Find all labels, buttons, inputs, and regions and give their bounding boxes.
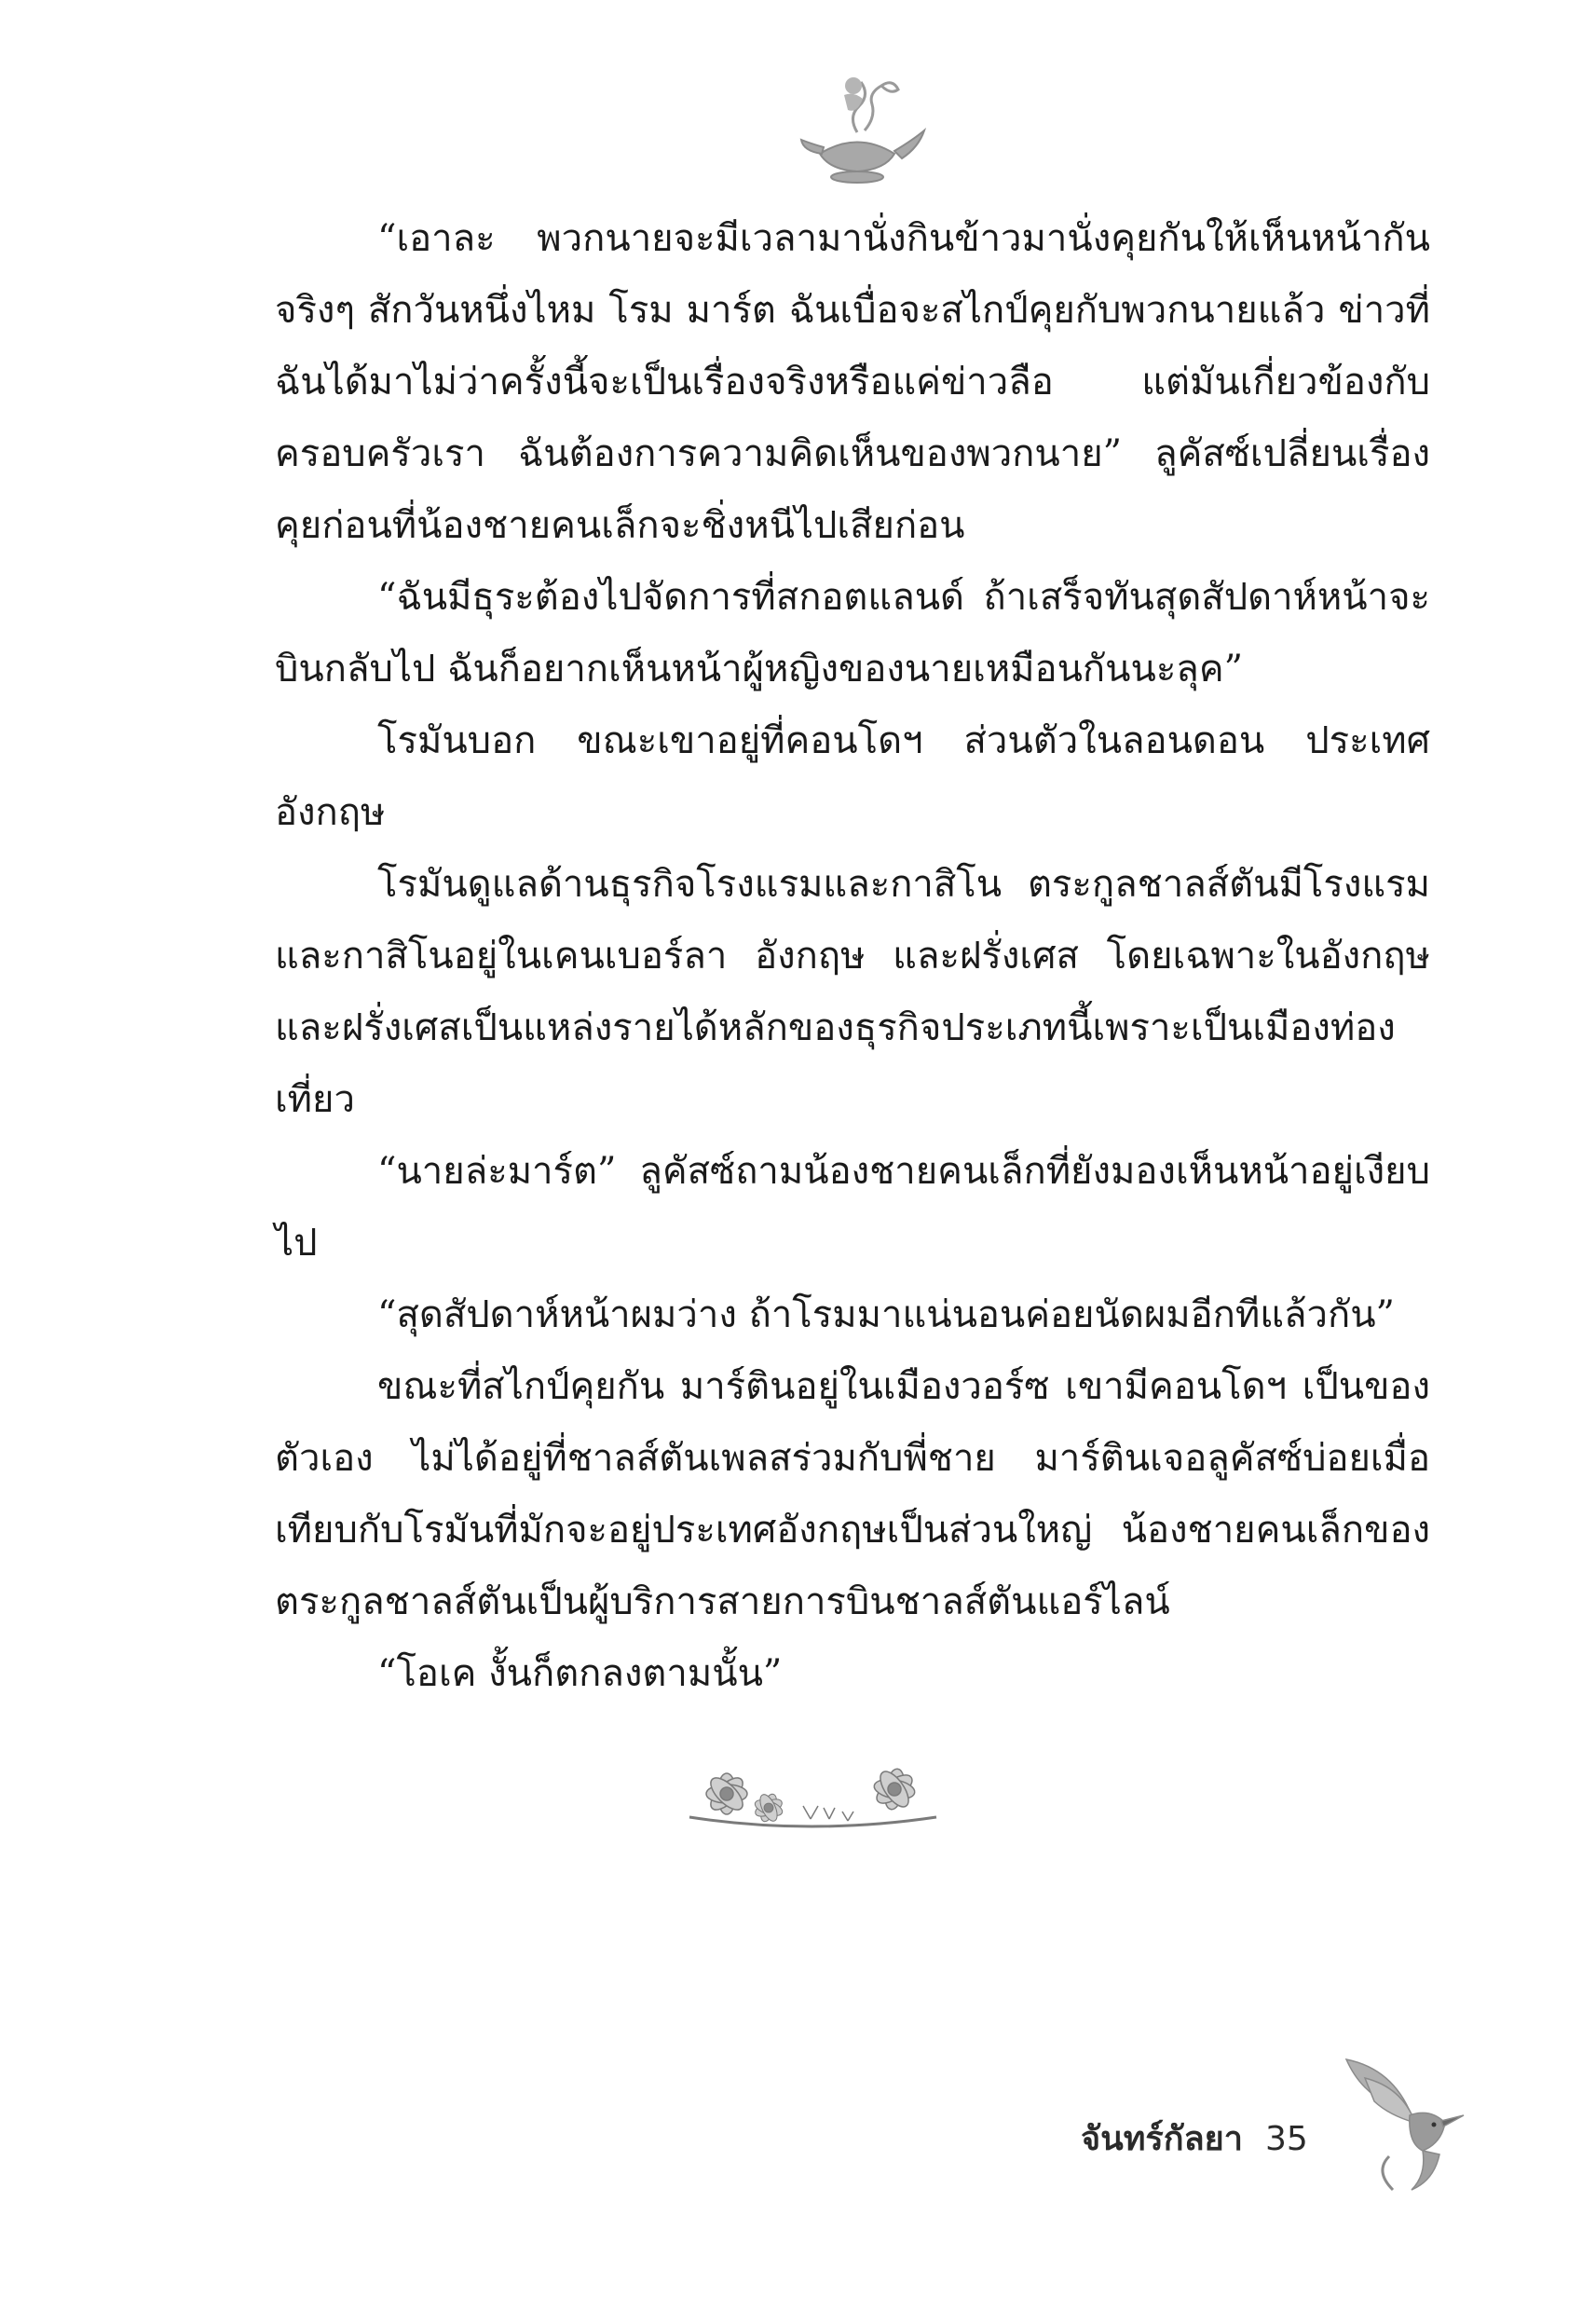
paragraph: “นายล่ะมาร์ต” ลูคัสซ์ถามน้องชายคนเล็กที่ยังมองเห็นหน้าอยู่เงียบไป	[275, 1150, 1430, 1265]
paragraph: ขณะที่สไกป์คุยกัน มาร์ตินอยู่ในเมืองวอร์ซ เขามีคอนโดฯ เป็นของตัวเอง ไม่ได้อยู่ที่ชาลส์ตันเพลสร่วมกับพี่ชาย มาร์ตินเจอลูคัสซ์บ่อยเมื่อเทียบกับโรมันที่มักจะอยู่ประเทศอังกฤษเป็นส่วนใหญ่ น้องชายคนเล็กของตระกูลชาลส์ตันเป็นผู้บริการสายการบินชาลส์ตันแอร์ไลน์	[275, 1365, 1430, 1623]
book-title: จันทร์กัลยา	[1081, 2120, 1243, 2158]
paragraph: “ฉันมีธุระต้องไปจัดการที่สกอตแลนด์ ถ้าเสร็จทันสุดสัปดาห์หน้าจะบินกลับไป ฉันก็อยากเห็นหน้าผู้หญิงของนายเหมือนกันนะลุค”	[275, 576, 1430, 691]
paragraph: “โอเค งั้นก็ตกลงตามนั้น”	[377, 1652, 783, 1695]
paragraph: โรมันดูแลด้านธุรกิจโรงแรมและกาสิโน ตระกูลชาลส์ตันมีโรงแรมและกาสิโนอยู่ในเคนเบอร์ลา อังกฤษ และฝรั่งเศส โดยเฉพาะในอังกฤษและฝรั่งเศสเป็นแหล่งรายได้หลักของธุรกิจประเภทนี้เพราะเป็นเมืองท่องเที่ยว	[275, 863, 1430, 1121]
page-number: 35	[1264, 2120, 1308, 2158]
flower-divider-icon	[671, 1743, 950, 1845]
paragraph: “สุดสัปดาห์หน้าผมว่าง ถ้าโรมมาแน่นอนค่อยนัดผมอีกทีแล้วกัน”	[377, 1293, 1395, 1336]
body-text	[275, 203, 1430, 1710]
page-footer	[1081, 2112, 1308, 2165]
genie-lamp-icon	[783, 65, 932, 186]
paragraph: “เอาละ พวกนายจะมีเวลามานั่งกินข้าวมานั่งคุยกันให้เห็นหน้ากันจริงๆ สักวันหนึ่งไหม โรม มาร์ต ฉันเบื่อจะสไกป์คุยกับพวกนายแล้ว ข่าวที่ฉันได้มาไม่ว่าครั้งนี้จะเป็นเรื่องจริงหรือแค่ข่าวลือ แต่มันเกี่ยวข้องกับครอบครัวเรา ฉันต้องการความคิดเห็นของพวกนาย” ลูคัสซ์เปลี่ยนเรื่องคุยก่อนที่น้องชายคนเล็กจะชิ่งหนีไปเสียก่อน	[275, 217, 1430, 547]
paragraph: โรมันบอก ขณะเขาอยู่ที่คอนโดฯ ส่วนตัวในลอนดอน ประเทศอังกฤษ	[275, 719, 1430, 834]
hummingbird-icon	[1337, 2050, 1467, 2199]
